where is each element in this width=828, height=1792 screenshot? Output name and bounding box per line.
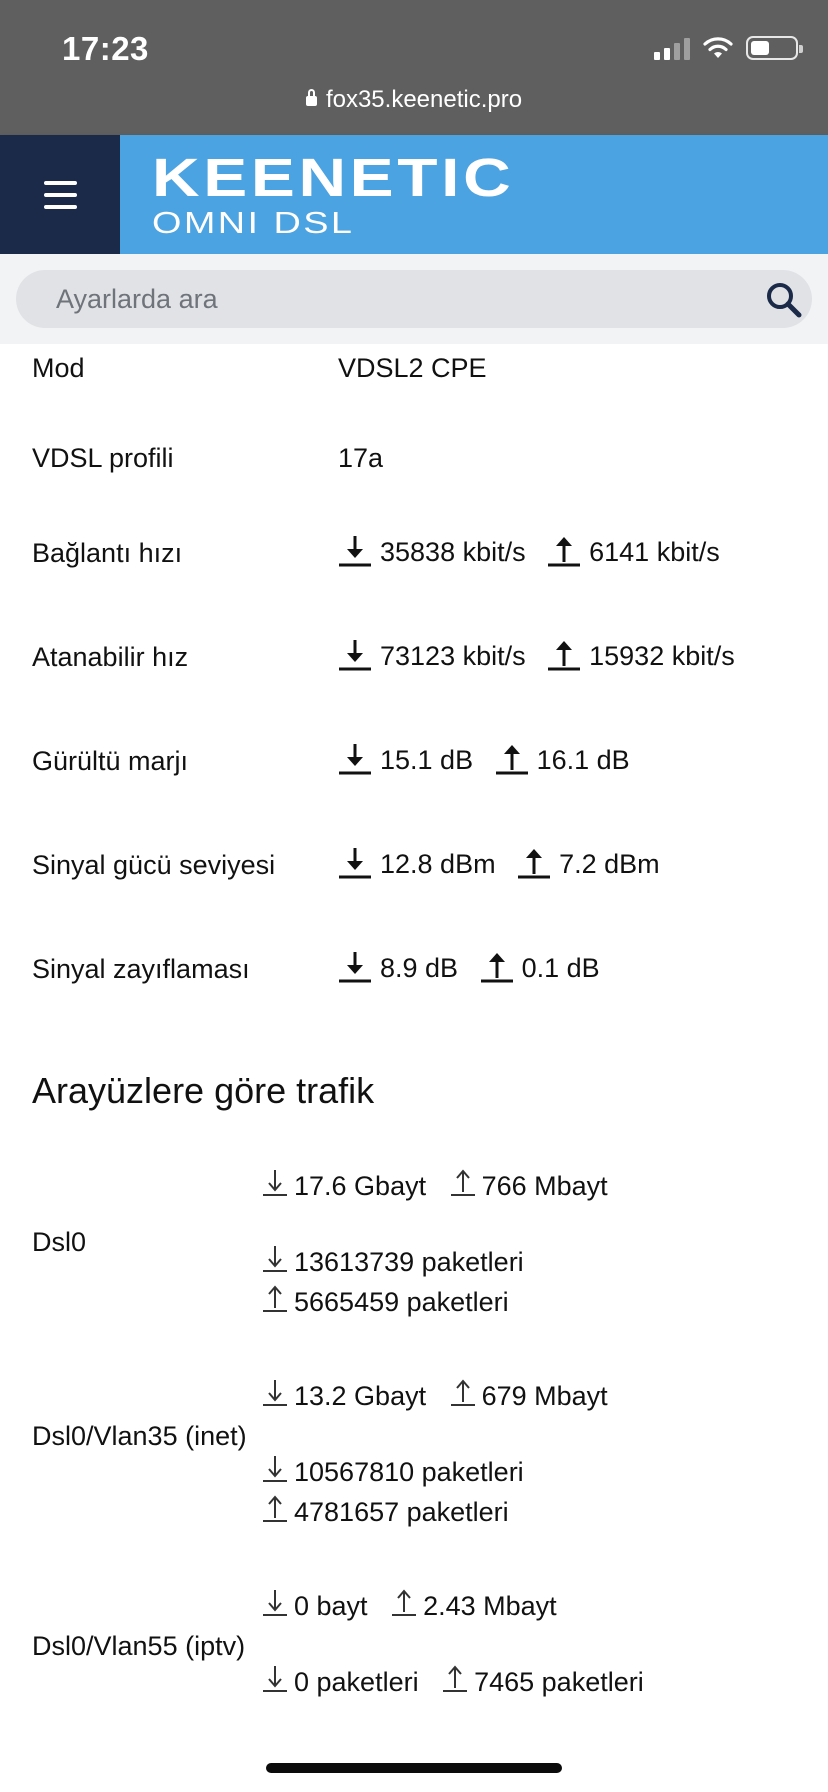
- rx-bytes: 0 bayt: [294, 1591, 368, 1621]
- download-arrow-icon: [338, 534, 372, 568]
- up-value: 7.2 dBm: [559, 849, 660, 879]
- wifi-icon: [702, 36, 734, 60]
- traffic-block-vlan35: [32, 1376, 812, 1536]
- rx-bytes: 17.6 Gbayt: [294, 1171, 427, 1201]
- search-input[interactable]: [56, 270, 736, 328]
- upload-arrow-icon: [547, 534, 581, 568]
- section-title-traffic: Arayüzlere göre trafik: [32, 1070, 375, 1111]
- system-icons: [654, 36, 798, 60]
- info-label: Mod: [32, 353, 85, 383]
- tx-packets: 5665459 paketleri: [294, 1287, 509, 1317]
- rx-packets: 0 paketleri: [294, 1667, 419, 1697]
- upload-arrow-icon: [547, 638, 581, 672]
- rx-packets: 10567810 paketleri: [294, 1457, 524, 1487]
- cellular-signal-icon: [654, 36, 690, 60]
- down-value: 35838 kbit/s: [380, 537, 526, 567]
- traffic-block-vlan55: [32, 1586, 812, 1706]
- download-arrow-icon: [262, 1664, 288, 1694]
- upload-arrow-icon: [480, 950, 514, 984]
- search-box[interactable]: [16, 270, 812, 328]
- down-value: 8.9 dB: [380, 953, 459, 983]
- traffic-block-dsl0: [32, 1166, 812, 1326]
- down-value: 15.1 dB: [380, 745, 474, 775]
- info-value: VDSL2 CPE: [338, 353, 487, 383]
- brand-logo: [152, 148, 515, 240]
- down-value: 12.8 dBm: [380, 849, 496, 879]
- upload-arrow-icon: [262, 1494, 288, 1524]
- up-value: 6141 kbit/s: [589, 537, 720, 567]
- url-domain: fox35.keenetic.pro: [325, 86, 523, 113]
- lock-icon: [306, 96, 317, 106]
- home-indicator[interactable]: [266, 1763, 562, 1773]
- rx-packets: 13613739 paketleri: [294, 1247, 524, 1277]
- tx-bytes: 679 Mbayt: [481, 1381, 608, 1411]
- info-label: VDSL profili: [32, 443, 174, 473]
- download-arrow-icon: [262, 1454, 288, 1484]
- tx-packets: 7465 paketleri: [474, 1667, 644, 1697]
- url-bar[interactable]: [0, 86, 828, 114]
- upload-arrow-icon: [450, 1168, 476, 1198]
- info-label: Sinyal gücü seviyesi: [32, 850, 276, 880]
- upload-arrow-icon: [495, 742, 529, 776]
- download-arrow-icon: [338, 638, 372, 672]
- brand-model: OMNI DSL: [152, 205, 355, 240]
- info-label: Sinyal zayıflaması: [32, 954, 250, 984]
- tx-packets: 4781657 paketleri: [294, 1497, 509, 1527]
- upload-arrow-icon: [391, 1588, 417, 1618]
- search-area: [0, 254, 828, 344]
- up-value: 16.1 dB: [536, 745, 630, 775]
- download-arrow-icon: [262, 1244, 288, 1274]
- download-arrow-icon: [262, 1168, 288, 1198]
- hamburger-menu-icon[interactable]: [0, 135, 120, 254]
- down-value: 73123 kbit/s: [380, 641, 526, 671]
- status-time: 17:23: [62, 30, 149, 67]
- up-value: 15932 kbit/s: [589, 641, 735, 671]
- info-label: Bağlantı hızı: [32, 538, 183, 568]
- upload-arrow-icon: [450, 1378, 476, 1408]
- battery-icon: [746, 36, 798, 60]
- up-value: 0.1 dB: [521, 953, 600, 983]
- info-label: Gürültü marjı: [32, 746, 189, 776]
- interface-label: Dsl0/Vlan55 (iptv): [32, 1631, 246, 1661]
- tx-bytes: 766 Mbayt: [481, 1171, 608, 1201]
- upload-arrow-icon: [517, 846, 551, 880]
- interface-label: Dsl0: [32, 1227, 87, 1257]
- app-header: [0, 135, 828, 254]
- download-arrow-icon: [338, 846, 372, 880]
- info-label: Atanabilir hız: [32, 642, 189, 672]
- interface-label: Dsl0/Vlan35 (inet): [32, 1421, 247, 1451]
- upload-arrow-icon: [442, 1664, 468, 1694]
- tx-bytes: 2.43 Mbayt: [423, 1591, 557, 1621]
- download-arrow-icon: [338, 742, 372, 776]
- search-icon[interactable]: [764, 280, 804, 320]
- rx-bytes: 13.2 Gbayt: [294, 1381, 427, 1411]
- info-value: 17a: [338, 443, 384, 473]
- status-bar: [0, 0, 828, 135]
- download-arrow-icon: [262, 1378, 288, 1408]
- download-arrow-icon: [338, 950, 372, 984]
- brand-name: KEENETIC: [152, 148, 515, 208]
- download-arrow-icon: [262, 1588, 288, 1618]
- upload-arrow-icon: [262, 1284, 288, 1314]
